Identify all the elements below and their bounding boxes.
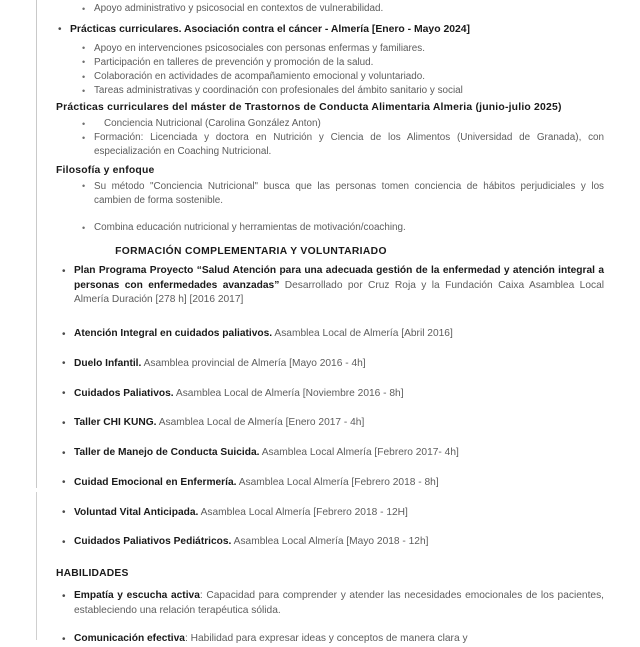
course-name: Cuidados Paliativos Pediátricos.	[74, 536, 232, 548]
course-item	[60, 416, 604, 431]
skill-item	[60, 632, 604, 647]
skill-name: Empatía y escucha activa	[74, 590, 200, 601]
course-list	[60, 327, 604, 550]
course-details: Asamblea Local de Almería [Noviembre 2016 - 8h]	[173, 387, 404, 399]
plan-programa-block	[60, 264, 604, 308]
list-item: • Apoyo administrativo y psicosocial en contextos de vulnerabilidad.	[80, 2, 604, 16]
heading-text: Prácticas curriculares. Asociación contra el cáncer - Almería [Enero - Mayo 2024]	[70, 24, 471, 35]
course-details: Asamblea Local de Almería [Enero 2017 - 4h]	[156, 417, 365, 429]
plan-programa-details: Desarrollado por Cruz Roja y la Fundación Caixa Asamblea Local Almería Duración [278 h] [2016 2017]	[74, 279, 605, 306]
left-margin-rule-lower	[36, 492, 37, 640]
skill-details: : Capacidad para comprender y atender las necesidades emocionales de los pacientes, estableciendo una relación terapéutica sólida.	[74, 590, 605, 616]
plan-programa-title: Plan Programa Proyecto “Salud Atención para una adecuada gestión de la enfermedad y atención integral a personas con enfermedades avanzadas”	[74, 265, 604, 291]
course-item	[60, 446, 604, 461]
bullet-list	[56, 2, 604, 16]
practicas-master-items	[56, 117, 604, 160]
course-item	[60, 387, 604, 402]
course-item	[60, 327, 604, 342]
bullet-list	[60, 264, 604, 308]
course-name: Duelo Infantil.	[74, 357, 142, 369]
skill-name: Comunicación efectiva	[74, 633, 185, 645]
section-title-text: FORMACIÓN COMPLEMENTARIA Y VOLUNTARIADO	[115, 246, 387, 257]
list-item: • Formación: Licenciada y doctora en Nutrición y Ciencia de los Alimentos (Universidad de Granada), con especialización en Coaching Nutricional.	[80, 131, 604, 159]
skill-details: : Habilidad para expresar ideas y conceptos de manera clara y	[184, 633, 468, 645]
list-item: • Combina educación nutricional y herramientas de motivación/coaching.	[80, 221, 604, 235]
course-details: Asamblea provincial de Almería [Mayo 2016 - 4h]	[141, 357, 366, 369]
bullet-list	[60, 589, 604, 647]
course-details: Asamblea Local Almería [Febrero 2018 - 12H]	[198, 506, 408, 518]
skill-item	[60, 589, 604, 618]
habilidades-section-title	[56, 568, 604, 579]
course-details: Asamblea Local Almería [Febrero 2017- 4h]	[259, 447, 459, 459]
formacion-section-title	[56, 246, 604, 257]
section-title-text: HABILIDADES	[56, 568, 129, 579]
previous-section-trailing-bullet	[56, 2, 604, 16]
plan-programa-item	[60, 264, 604, 308]
list-item: • Conciencia Nutricional (Carolina González Anton)	[80, 117, 604, 131]
course-name: Taller de Manejo de Conducta Suicida.	[74, 447, 260, 459]
habilidades-list	[60, 589, 604, 647]
left-margin-rule	[36, 0, 37, 488]
course-name: Voluntad Vital Anticipada.	[74, 506, 199, 518]
course-item	[60, 535, 604, 550]
filosofia-items	[56, 180, 604, 236]
course-item	[60, 506, 604, 521]
course-name: Cuidados Paliativos.	[74, 387, 174, 399]
practicas-cancer-items	[56, 42, 604, 99]
course-details: Asamblea Local Almería [Febrero 2018 - 8h]	[236, 476, 439, 488]
list-item: • Apoyo en intervenciones psicosociales con personas enfermas y familiares.	[80, 42, 604, 56]
practicas-cancer-block	[56, 22, 604, 98]
bullet-list	[60, 327, 604, 550]
course-item	[60, 476, 604, 491]
list-item: • Su método "Conciencia Nutricional" busca que las personas tomen conciencia de hábitos perjudiciales y los cambien de forma sostenible.	[80, 180, 604, 208]
practicas-master-block	[56, 100, 604, 235]
bullet-list	[56, 22, 604, 38]
list-item: • Tareas administrativas y coordinación con profesionales del ámbito sanitario y social	[80, 84, 604, 98]
course-item	[60, 357, 604, 372]
course-name: Atención Integral en cuidados paliativos.	[74, 328, 273, 339]
list-item: • Colaboración en actividades de acompañamiento emocional y voluntariado.	[80, 70, 604, 84]
course-details: Asamblea Local de Almería [Abril 2016]	[272, 328, 453, 339]
list-item: • Participación en talleres de prevención y promoción de la salud.	[80, 56, 604, 70]
filosofia-subheading: Filosofía y enfoque	[56, 164, 155, 176]
course-name: Cuidad Emocional en Enfermería.	[74, 476, 237, 488]
course-details: Asamblea Local Almería [Mayo 2018 - 12h]	[231, 536, 429, 548]
practicas-cancer-heading	[56, 22, 604, 38]
course-name: Taller CHI KUNG.	[74, 417, 157, 429]
practicas-master-heading: Prácticas curriculares del máster de Trastornos de Conducta Alimentaria Almeria (junio-julio 2025)	[56, 102, 562, 113]
